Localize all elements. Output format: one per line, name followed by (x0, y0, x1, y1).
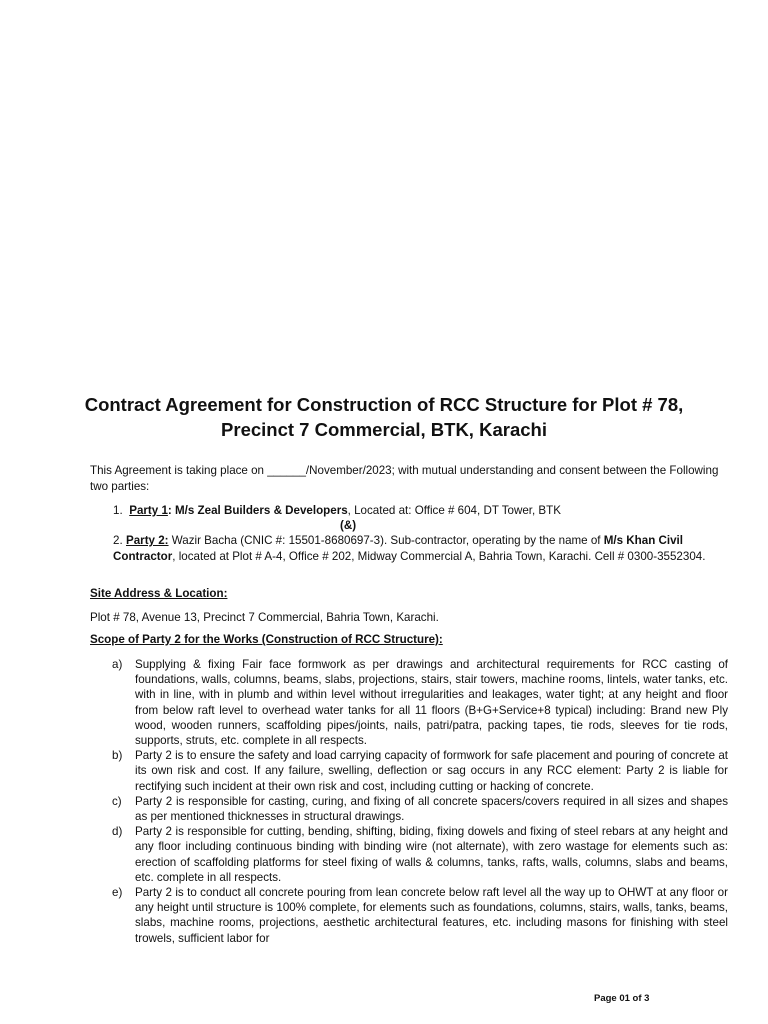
site-address: Plot # 78, Avenue 13, Precinct 7 Commercial, Bahria Town, Karachi. (90, 611, 439, 624)
scope-heading: Scope of Party 2 for the Works (Construction of RCC Structure): (90, 633, 443, 646)
scope-item-letter: e) (112, 886, 123, 900)
party-2-name: M/s Khan Civil Contractor (113, 534, 683, 563)
party-2-text-2: , located at Plot # A-4, Office # 202, Midway Commercial A, Bahria Town, Karachi. Cell # 0300-3552304. (172, 550, 706, 563)
scope-item-letter: a) (112, 658, 123, 671)
scope-item-letter: b) (112, 749, 123, 763)
scope-items-list (112, 657, 728, 946)
party-1-entry (113, 503, 733, 519)
party-2-number: 2. (113, 534, 123, 547)
site-address-heading: Site Address & Location: (90, 587, 228, 600)
page-number-footer: Page 01 of 3 (594, 993, 650, 1004)
scope-item-d (112, 824, 728, 885)
title-line-2: Precinct 7 Commercial, BTK, Karachi (221, 419, 547, 440)
scope-item-e (112, 885, 728, 946)
document-title (40, 392, 728, 442)
scope-item-text: Supplying & fixing Fair face formwork as per drawings and architectural requirements for RCC casting of foundations, walls, columns, beams, slabs, projections, stairs, stair towers, machine rooms, lintels, water tanks, etc. with in line, with in plumb and within level without irregularities and leakages, water tight; at any height and floor from below raft level to overhead water tanks for all 11 floors (B+G+Service+8 typical) including: Brand new Ply wood, wooden runners, scaffolding pipes/joints, nails, patri/patra, packing tapes, tie rods, sleeves for tie rods, supports, struts, etc. complete in all respects. (135, 658, 728, 748)
scope-item-letter: d) (112, 825, 123, 839)
party-1-name: : M/s Zeal Builders & Developers (167, 504, 348, 517)
parties-ampersand: (&) (340, 519, 357, 532)
title-line-1: Contract Agreement for Construction of RCC Structure for Plot # 78, (84, 394, 684, 415)
scope-item-text: Party 2 is responsible for cutting, bending, shifting, biding, fixing dowels and fixing of steel rebars at any height and any floor including continuous binding with binding wire (not alternate), with zero wastage for elements such as: erection of scaffolding platforms for steel fixing of walls & columns, tanks, rafts, walls, columns, slabs and beams, etc. complete in all respects. (135, 825, 728, 884)
scope-item-c (112, 794, 728, 824)
party-2-entry (113, 533, 729, 565)
scope-item-a (112, 657, 728, 748)
party-1-number: 1. (113, 504, 123, 517)
scope-item-b (112, 748, 728, 794)
party-2-text-1: Wazir Bacha (CNIC #: 15501-8680697-3). Sub-contractor, operating by the name of (168, 534, 604, 547)
scope-item-text: Party 2 is responsible for casting, curing, and fixing of all concrete spacers/covers required in all sizes and shapes as per mentioned thicknesses in structural drawings. (135, 794, 728, 824)
party-2-label: Party 2: (126, 534, 169, 547)
party-1-address: , Located at: Office # 604, DT Tower, BTK (347, 504, 561, 517)
scope-item-letter: c) (112, 794, 122, 808)
scope-item-text: Party 2 is to ensure the safety and load carrying capacity of formwork for safe placement and pouring of concrete at its own risk and cost. If any failure, swelling, deflection or sag occurs in any RCC element: Party 2 is liable for rectifying such incident at their own risk and cost, including cutting or hacking of concrete. (135, 749, 728, 793)
scope-item-text: Party 2 is to conduct all concrete pouring from lean concrete below raft level all the way up to OHWT at any floor or any height until structure is 100% complete, for elements such as foundations, columns, stairs, walls, tanks, beams, slabs, machine rooms, projections, aesthetic architectural features, etc. including masons for finishing with steel trowels, sufficient labor for (135, 886, 728, 945)
intro-paragraph: This Agreement is taking place on ______/November/2023; with mutual understanding and consent between the Following two parties: (90, 464, 719, 493)
party-1-label: Party 1 (129, 504, 168, 517)
